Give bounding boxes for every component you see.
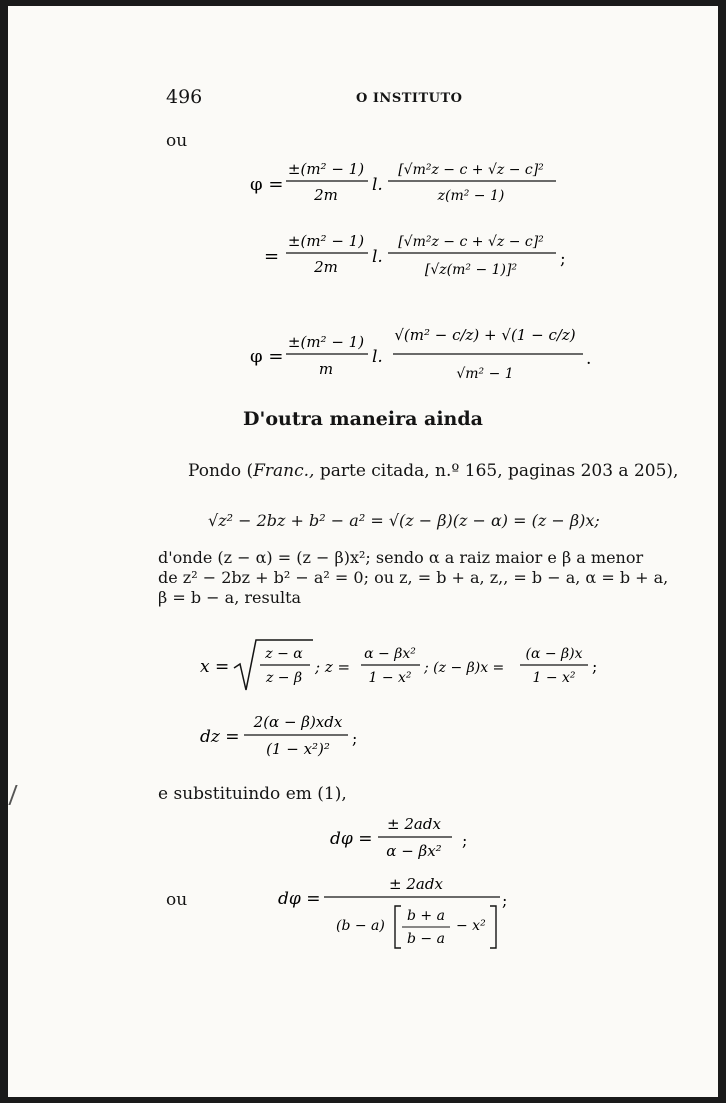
eq2-frac-den: [√z(m² − 1)]² (424, 262, 518, 278)
eq7-num: ± 2adx (387, 815, 441, 833)
eq3-lhs: φ = (250, 346, 284, 367)
eq2-log: l. (372, 247, 383, 267)
eq5-part2-num: α − βx² (364, 646, 416, 662)
franc-reference: Franc., (253, 461, 315, 481)
eq2-coef-num: ±(m² − 1) (287, 232, 365, 250)
paragraph-line-3: β = b − a, resulta (158, 588, 302, 607)
eq3-frac-num: √(m² − c/z) + √(1 − c/z) (394, 326, 576, 344)
eq8-lhs: dφ = (278, 889, 321, 909)
eq5-end: ; (592, 657, 598, 676)
eq8-end: ; (502, 891, 508, 910)
eq2-coef-den: 2m (314, 258, 338, 276)
eq2-frac-num: [√m²z − c + √z − c]² (398, 234, 544, 250)
eq8-den-pre: (b − a) (336, 918, 385, 934)
eq5-part3-den: 1 − x² (532, 670, 576, 686)
pondo-post: parte citada, n.º 165, paginas 203 a 205), (314, 461, 679, 481)
eq5-part1-den: z − β (265, 670, 303, 686)
eq6-lhs: dz = (200, 727, 240, 747)
eq6-den: (1 − x²)² (266, 740, 330, 758)
eq8-inner-den: b − a (407, 931, 445, 947)
eq5-part1-lhs: x = (200, 657, 230, 677)
eq1-frac-num: [√m²z − c + √z − c]² (398, 162, 544, 178)
page-number: 496 (166, 86, 203, 108)
word-ou-1: ou (166, 131, 188, 151)
eq5-part3-lhs: ; (z − β)x = (424, 660, 505, 676)
eq1-frac-den: z(m² − 1) (437, 188, 505, 204)
pondo-pre: Pondo ( (188, 461, 254, 481)
eq1-lhs: φ = (250, 174, 284, 195)
eq6-end: ; (352, 729, 358, 748)
eq3-frac-den: √m² − 1 (456, 366, 514, 382)
eq7-end: ; (462, 831, 468, 850)
document-page (8, 6, 718, 1097)
eq2-end: ; (560, 249, 566, 269)
eq1-coef-den: 2m (314, 186, 338, 204)
eq8-inner-num: b + a (407, 908, 445, 924)
eq7-lhs: dφ = (330, 829, 373, 849)
eq2-lhs: = (264, 246, 280, 267)
journal-title: O INSTITUTO (356, 91, 463, 106)
eq3-end: . (586, 349, 592, 369)
body-paragraph (158, 548, 669, 608)
eq1-log: l. (372, 175, 383, 195)
section-heading: D'outra maneira ainda (243, 408, 483, 430)
eq3-log: l. (372, 347, 383, 367)
equation-phi-1 (248, 154, 578, 212)
eq6-num: 2(α − β)xdx (253, 713, 343, 731)
equation-phi-2 (248, 224, 578, 286)
pondo-line (188, 461, 678, 481)
paragraph-line-2: de z² − 2bz + b² − a² = 0; ou z, = b + a, z,, = b − a, α = b + a, (158, 568, 669, 587)
eq1-coef-num: ±(m² − 1) (287, 160, 365, 178)
paragraph-line-1: d'onde (z − α) = (z − β)x²; sendo α a raiz maior e β a menor (158, 548, 644, 567)
eq5-part3-num: (α − β)x (525, 646, 583, 662)
equation-radical-identity: √z² − 2bz + b² − a² = √(z − β)(z − α) = (z − β)x; (208, 511, 600, 530)
eq8-left-bracket (395, 906, 401, 948)
eq8-num: ± 2adx (389, 875, 443, 893)
eq3-coef-num: ±(m² − 1) (287, 333, 365, 351)
eq8-right-bracket (490, 906, 496, 948)
equation-x-z (198, 634, 618, 698)
eq3-coef-den: m (318, 360, 334, 378)
word-ou-2: ou (166, 890, 188, 910)
eq5-part2-lhs: ; z = (315, 658, 351, 676)
equation-dphi-1 (328, 812, 478, 868)
eq5-part1-num: z − α (265, 646, 303, 662)
equation-dphi-2 (276, 870, 516, 954)
equation-dz (198, 708, 378, 764)
eq7-den: α − βx² (386, 842, 442, 860)
eq5-part2-den: 1 − x² (368, 670, 412, 686)
substitution-line: e substituindo em (1), (158, 784, 347, 804)
eq8-inner-post: − x² (456, 918, 486, 934)
equation-phi-3 (248, 302, 608, 390)
